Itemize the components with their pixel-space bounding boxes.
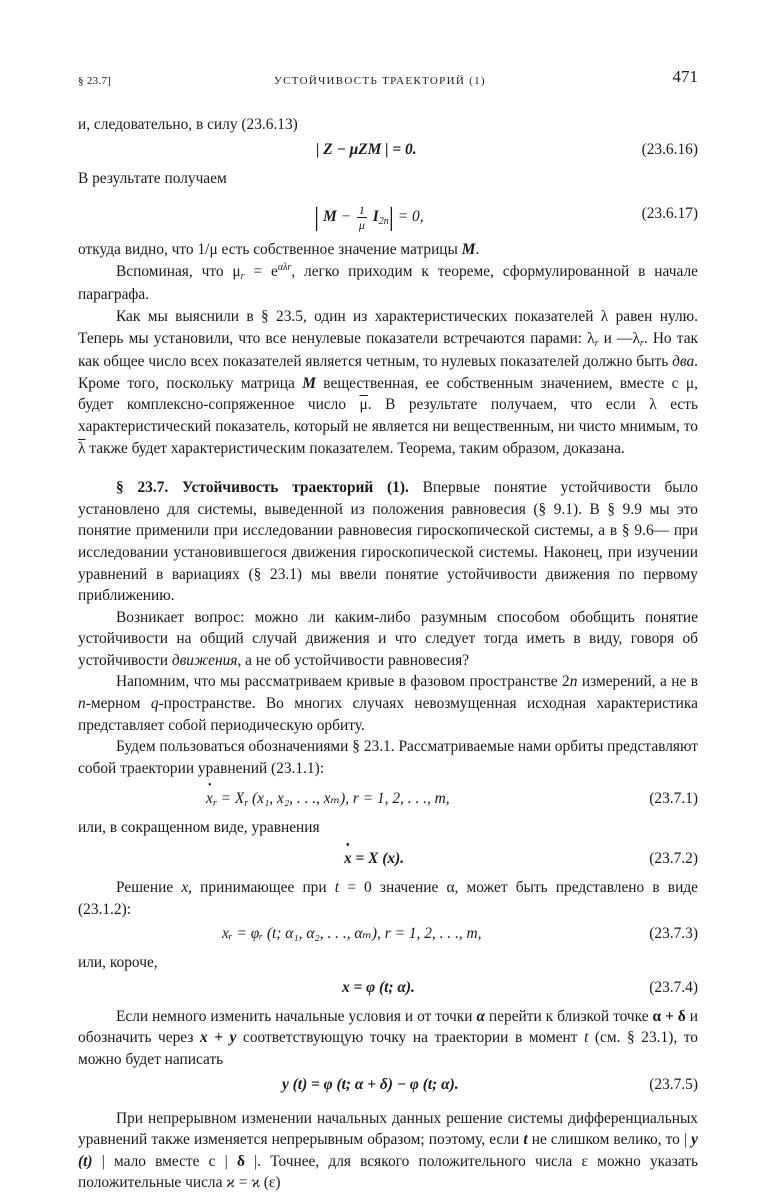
equation-formula: y (t) = φ (t; α + δ) − φ (t; α). xyxy=(282,1075,459,1093)
equation-formula: • x = X (x). xyxy=(344,848,404,870)
equation-23-7-5 xyxy=(78,1074,698,1100)
equation-number: (23.7.3) xyxy=(649,925,698,943)
paragraph-question: Возникает вопрос: можно ли каким-либо разумным способом обобщить понятие устойчивости на общий случай движения и что следует тогда иметь в виду, говоря об устойчивости движения, а не об устойчивости равновесия? xyxy=(78,608,698,669)
equation-23-6-17 xyxy=(78,193,698,235)
paragraph-solution: Решение x, принимающее при t = 0 значение α, может быть представлено в виде (23.1.2): xyxy=(78,879,698,918)
header-running-title: УСТОЙЧИВОСТЬ ТРАЕКТОРИЙ (1) xyxy=(274,75,486,87)
equation-formula: • xr = Xr (x₁, x₂, . . ., xₘ), r = 1, 2, . . ., m, xyxy=(206,788,450,812)
section-title: § 23.7. Устойчивость траекторий (1). xyxy=(116,479,409,497)
page-number: 471 xyxy=(672,67,698,86)
equation-formula: x = φ (t; α). xyxy=(342,978,415,996)
equation-23-7-4 xyxy=(78,977,698,1003)
header-section-ref: § 23.7] xyxy=(78,75,112,87)
section-23-7-opening: § 23.7. Устойчивость траекторий (1). Впервые понятие устойчивости было установлено для системы, выведенной из положения равновесия (§ 9.1). В § 9.9 мы это понятие применили при исследовании равновесия гироскопической системы, а в § 9.6— при исследовании установившегося движения гироскопической системы. Наконец, при изучении уравнений в вариациях (§ 23.1) мы ввели понятие устойчивости движения по первому приближению. xyxy=(78,479,699,605)
equation-formula: xᵣ = φᵣ (t; α₁, α₂, . . ., αₘ), r = 1, 2, . . ., m, xyxy=(222,925,482,943)
equation-number: (23.7.5) xyxy=(649,1075,698,1093)
equation-number: (23.7.4) xyxy=(649,978,698,996)
equation-23-7-1 xyxy=(78,788,698,814)
equation-23-7-2 xyxy=(78,848,698,874)
paragraph-recall: Вспоминая, что $\mu r = e^{\alpha\lambda r}$, легко приходим к теореме, сформулированной в начале параграфа. xyxy=(78,261,698,304)
paragraph-shorter: или, короче, xyxy=(78,954,158,972)
paragraph-phase-space: Напомним, что мы рассматриваем кривые в фазовом пространстве 2n измерений, а не в n-мерном q-пространстве. Во многих случаях невозмущенная исходная характеристика представляет собой периодическую орбиту. xyxy=(78,673,698,734)
equation-formula: | M − $\frac{1}{\mu}$ I2n| = 0, xyxy=(314,202,424,233)
paragraph-perturbation: Если немного изменить начальные условия и от точки α перейти к близкой точке α + δ и обозначить через x + y соответствующую точку на траектории в момент t (см. § 23.1), то можно будет написать xyxy=(78,1007,698,1068)
running-header xyxy=(78,66,698,90)
paragraph-intro: и, следовательно, в силу (23.6.13) xyxy=(78,116,298,133)
paragraph-eigenvalue: откуда видно, что 1/μ есть собственное значение матрицы M. xyxy=(78,241,480,259)
equation-number: (23.6.17) xyxy=(641,205,698,223)
paragraph-notation: Будем пользоваться обозначениями § 23.1. Рассматриваемые нами орбиты представляют собой траектории уравнений (23.1.1): xyxy=(78,738,698,777)
equation-number: (23.7.1) xyxy=(649,790,698,808)
page-body xyxy=(78,114,698,1194)
equation-23-6-16 xyxy=(78,139,698,165)
equation-number: (23.6.16) xyxy=(641,140,698,158)
equation-number: (23.7.2) xyxy=(649,850,698,868)
equation-23-7-3 xyxy=(78,923,698,949)
paragraph-theorem-proof: Как мы выяснили в § 23.5, один из характеристических показателей λ равен нулю. Теперь мы установили, что все ненулевые показатели встречаются парами: λr и —λr. Но так как общее число всех показателей является четным, то нулевых показателей должно быть два. Кроме того, поскольку матрица M вещественная, ее собственным значением, вместе с μ, будет комплексно-сопряженное число $\overline{\mu}$. В результате получаем, что если λ есть характеристический показатель, который не является ни вещественным, ни чисто мнимым, то $\overline{\lambda}$ также будет характеристическим показателем. Теорема, таким образом, доказана. xyxy=(78,307,699,457)
equation-formula: | Z − μZM | = 0. xyxy=(316,140,417,158)
paragraph-shorthand: или, в сокращенном виде, уравнения xyxy=(78,819,320,837)
paragraph-result: В результате получаем xyxy=(78,169,227,187)
paragraph-continuity: При непрерывном изменении начальных данных решение системы дифференциальных уравнений также изменяется непрерывным образом; поэтому, если t не слишком велико, то | y (t) | мало вместе с | δ |. Точнее, для всякого положительного числа ε можно указать положительные числа ϰ = ϰ (ε) xyxy=(78,1109,698,1192)
